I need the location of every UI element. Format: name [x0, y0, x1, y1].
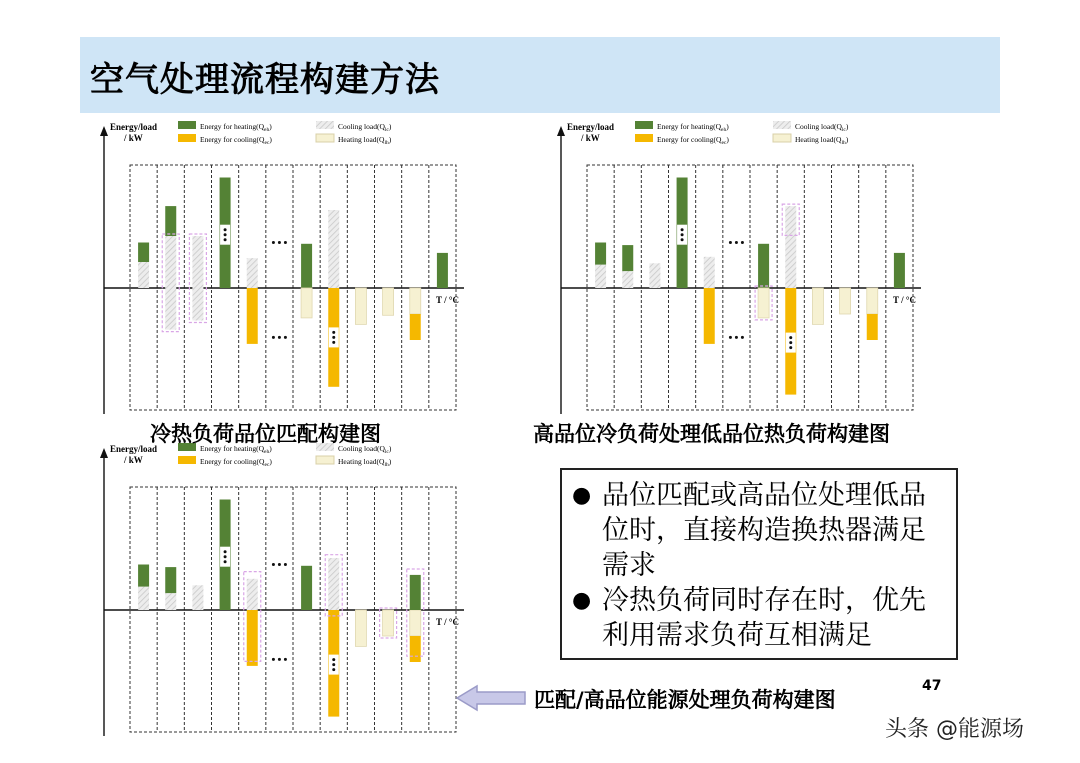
caption-chart2: 高品位冷负荷处理低品位热负荷构建图 — [533, 422, 890, 446]
watermark — [885, 712, 1024, 743]
note-item — [572, 478, 946, 583]
ellipsis-dot — [224, 228, 227, 231]
y-axis-arrow-icon — [100, 448, 108, 458]
ellipsis-dot — [332, 336, 335, 339]
legend-subscript: lc — [841, 127, 846, 133]
notes-box — [560, 468, 958, 660]
bar — [165, 567, 176, 593]
ellipsis-dot — [735, 336, 738, 339]
legend-swatch — [316, 456, 334, 464]
ellipsis-dot — [278, 563, 281, 566]
bar — [840, 288, 851, 314]
x-axis-label: T / °C — [436, 617, 459, 627]
legend-paren: ) — [388, 444, 392, 453]
ellipsis-dot — [284, 241, 287, 244]
ellipsis-dot — [224, 560, 227, 563]
legend-subscript: eh — [264, 449, 270, 455]
legend-paren: ) — [845, 135, 849, 144]
bar — [247, 579, 258, 610]
chart-svg — [555, 118, 915, 418]
y-axis-label: Energy/load — [110, 122, 158, 132]
y-axis-arrow-icon — [557, 126, 565, 136]
legend-swatch — [316, 121, 334, 129]
ellipsis-dot — [681, 238, 684, 241]
bar — [138, 565, 149, 587]
chart-grade-matching — [98, 118, 458, 418]
legend-swatch — [178, 134, 196, 142]
legend-swatch — [773, 134, 791, 142]
ellipsis-dot — [332, 341, 335, 344]
legend-label: Energy for $cooling(Q_{ec})$ — [200, 457, 272, 468]
legend-paren: ) — [269, 444, 272, 453]
bar — [410, 314, 421, 340]
x-axis-label: T / °C — [436, 295, 459, 305]
bar — [328, 558, 339, 610]
chart-matching-high-grade — [98, 440, 458, 740]
ellipsis-dot — [224, 238, 227, 241]
legend-paren: ) — [726, 122, 729, 131]
chart-high-grade-cooling — [555, 118, 915, 418]
legend-swatch — [316, 134, 334, 142]
note-text: 品位匹配或高品位处理低品位时，直接构造换热器满足需求 — [602, 480, 926, 581]
ellipsis-dot — [735, 241, 738, 244]
legend-label: Energy for $cooling(Q_{ec})$ — [657, 135, 729, 146]
bar — [301, 244, 312, 288]
caption-chart1: 冷热负荷品位匹配构建图 — [150, 422, 381, 446]
legend-paren: ) — [269, 457, 272, 466]
bar — [247, 288, 258, 344]
bar — [410, 610, 421, 636]
ellipsis-dot — [332, 658, 335, 661]
bar — [649, 263, 660, 288]
ellipsis-dot — [729, 241, 732, 244]
ellipsis-dot — [789, 336, 792, 339]
bar — [595, 265, 606, 288]
y-axis-arrow-icon — [100, 126, 108, 136]
legend-label: Energy for $heating(Q_{eh})$ — [200, 444, 272, 455]
legend-swatch — [773, 121, 791, 129]
legend-subscript: eh — [264, 127, 270, 133]
legend-subscript: lh — [384, 140, 389, 146]
legend-subscript: eh — [721, 127, 727, 133]
y-axis-label: / kW — [581, 133, 600, 143]
bar — [355, 288, 366, 324]
ellipsis-dot — [789, 346, 792, 349]
legend-swatch — [635, 121, 653, 129]
bar — [812, 288, 823, 324]
bar — [301, 288, 312, 318]
bar — [622, 245, 633, 271]
ellipsis-dot — [224, 550, 227, 553]
legend-label: Cooling $load(Q_{lc})$ — [338, 444, 392, 455]
ellipsis-dot — [284, 658, 287, 661]
legend-swatch — [635, 134, 653, 142]
left-arrow-icon — [455, 684, 527, 716]
bar — [165, 236, 176, 330]
note-text: 冷热负荷同时存在时，优先利用需求负荷互相满足 — [602, 585, 926, 651]
legend-label: Energy for $heating(Q_{eh})$ — [200, 122, 272, 133]
bar — [758, 244, 769, 288]
ellipsis-dot — [272, 563, 275, 566]
bar — [192, 585, 203, 610]
bar — [758, 288, 769, 318]
ellipsis-dot — [681, 233, 684, 236]
bar — [410, 636, 421, 662]
ellipsis-dot — [272, 241, 275, 244]
bar — [138, 587, 149, 610]
bar — [785, 206, 796, 288]
bar — [704, 257, 715, 288]
bar — [622, 271, 633, 288]
bar — [894, 253, 905, 288]
legend-paren: ) — [269, 135, 272, 144]
ellipsis-dot — [741, 241, 744, 244]
legend-paren: ) — [388, 122, 392, 131]
bar — [410, 288, 421, 314]
legend-label: Heating $load(Q_{lh})$ — [795, 135, 849, 146]
bar — [704, 288, 715, 344]
legend-paren: ) — [388, 135, 392, 144]
bar — [867, 314, 878, 340]
bar — [138, 262, 149, 288]
ellipsis-dot — [332, 663, 335, 666]
legend-label: Heating $load(Q_{lh})$ — [338, 457, 392, 468]
ellipsis-dot — [332, 331, 335, 334]
page-title: 空气处理流程构建方法 — [90, 60, 440, 100]
ellipsis-dot — [224, 233, 227, 236]
caption-chart3: 匹配/高品位能源处理负荷构建图 — [534, 688, 836, 712]
bullet-icon: ● — [572, 483, 592, 508]
bar — [595, 243, 606, 265]
legend-label: Energy for $cooling(Q_{ec})$ — [200, 135, 272, 146]
legend-label: Heating $load(Q_{lh})$ — [338, 135, 392, 146]
bar — [192, 236, 203, 321]
ellipsis-dot — [332, 668, 335, 671]
bar — [138, 243, 149, 263]
bar — [165, 206, 176, 236]
legend-paren: ) — [269, 122, 272, 131]
ellipsis-dot — [278, 241, 281, 244]
ellipsis-dot — [272, 336, 275, 339]
x-axis-label: T / °C — [893, 295, 916, 305]
legend-paren: ) — [388, 457, 392, 466]
legend-subscript: lh — [841, 140, 846, 146]
legend-label: Cooling $load(Q_{lc})$ — [795, 122, 849, 133]
bar — [165, 593, 176, 610]
y-axis-label: Energy/load — [567, 122, 615, 132]
ellipsis-dot — [789, 341, 792, 344]
bar — [328, 210, 339, 288]
bar — [383, 610, 394, 636]
ellipsis-dot — [284, 563, 287, 566]
legend-swatch — [178, 121, 196, 129]
legend-subscript: lc — [384, 127, 389, 133]
ellipsis-dot — [729, 336, 732, 339]
chart-svg — [98, 440, 458, 740]
bar — [867, 288, 878, 314]
legend-subscript: ec — [264, 462, 270, 468]
ellipsis-dot — [224, 555, 227, 558]
legend-label: Energy for $heating(Q_{eh})$ — [657, 122, 729, 133]
bar — [247, 610, 258, 666]
legend-subscript: ec — [264, 140, 270, 146]
page-number: 47 — [922, 678, 942, 694]
bar — [301, 566, 312, 610]
bar — [437, 253, 448, 288]
legend-swatch — [178, 456, 196, 464]
bar — [355, 610, 366, 646]
ellipsis-dot — [284, 336, 287, 339]
bar — [410, 575, 421, 610]
ellipsis-dot — [741, 336, 744, 339]
legend-subscript: ec — [721, 140, 727, 146]
y-axis-label: / kW — [124, 455, 143, 465]
note-item — [572, 583, 946, 653]
watermark-prefix: 头条 @能源场 — [885, 717, 1024, 742]
ellipsis-dot — [681, 228, 684, 231]
legend-subscript: lh — [384, 462, 389, 468]
legend-label: Cooling $load(Q_{lc})$ — [338, 122, 392, 133]
bar — [247, 258, 258, 288]
legend-paren: ) — [726, 135, 729, 144]
ellipsis-dot — [278, 336, 281, 339]
bullet-icon: ● — [572, 588, 592, 613]
y-axis-label: Energy/load — [110, 444, 158, 454]
legend-paren: ) — [845, 122, 849, 131]
legend-subscript: lc — [384, 449, 389, 455]
y-axis-label: / kW — [124, 133, 143, 143]
ellipsis-dot — [278, 658, 281, 661]
chart-svg — [98, 118, 458, 418]
ellipsis-dot — [272, 658, 275, 661]
bar — [383, 288, 394, 315]
